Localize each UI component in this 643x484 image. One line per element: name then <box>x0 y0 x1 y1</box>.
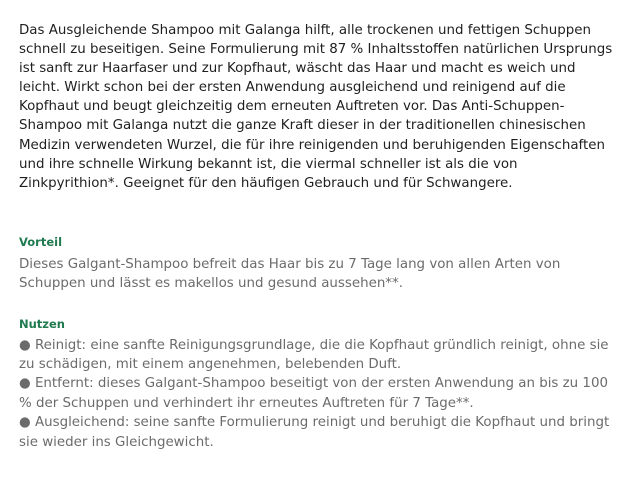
nutzen-item-ausgleichend: ● Ausgleichend: seine sanfte Formulierung reinigt und beruhigt die Kopfhaut und bringt sie wieder ins Gleichgewicht. <box>19 415 610 450</box>
product-description <box>19 21 619 452</box>
nutzen-section <box>19 316 619 452</box>
intro-paragraph: Das Ausgleichende Shampoo mit Galanga hilft, alle trockenen und fettigen Schuppen schnell zu beseitigen. Seine Formulierung mit 87 % Inhaltsstoffen natürlichen Ursprungs ist sanft zur Haarfaser und zur Kopfhaut, wäscht das Haar und macht es weich und leicht. Wirkt schon bei der ersten Anwendung ausgleichend und reinigend auf die Kopfhaut und beugt gleichzeitig dem erneuten Auftreten vor. Das Anti-Schuppen-Shampoo mit Galanga nutzt die ganze Kraft dieser in der traditionellen chinesischen Medizin verwendeten Wurzel, die für ihre reinigenden und beruhigenden Eigenschaften und ihre schnelle Wirkung bekannt ist, die viermal schneller ist als die von Zinkpyrithion*. Geeignet für den häufigen Gebrauch und für Schwangere. <box>19 23 613 191</box>
nutzen-list <box>19 336 619 452</box>
nutzen-item-reinigt: ● Reinigt: eine sanfte Reinigungsgrundlage, die die Kopfhaut gründlich reinigt, ohne sie zu schädigen, mit einem angenehmen, belebenden Duft. <box>19 337 609 373</box>
vorteil-text: Dieses Galgant-Shampoo befreit das Haar bis zu 7 Tage lang von allen Arten von Schuppen und lässt es makellos und gesund aussehen**. <box>19 256 561 292</box>
nutzen-item-entfernt: ● Entfernt: dieses Galgant-Shampoo beseitigt von der ersten Anwendung an bis zu 100 % der Schuppen und verhindert ihr erneutes Auftreten für 7 Tage**. <box>19 376 608 411</box>
nutzen-heading: Nutzen <box>19 316 65 331</box>
vorteil-section <box>19 234 619 294</box>
vorteil-heading: Vorteil <box>19 234 63 249</box>
